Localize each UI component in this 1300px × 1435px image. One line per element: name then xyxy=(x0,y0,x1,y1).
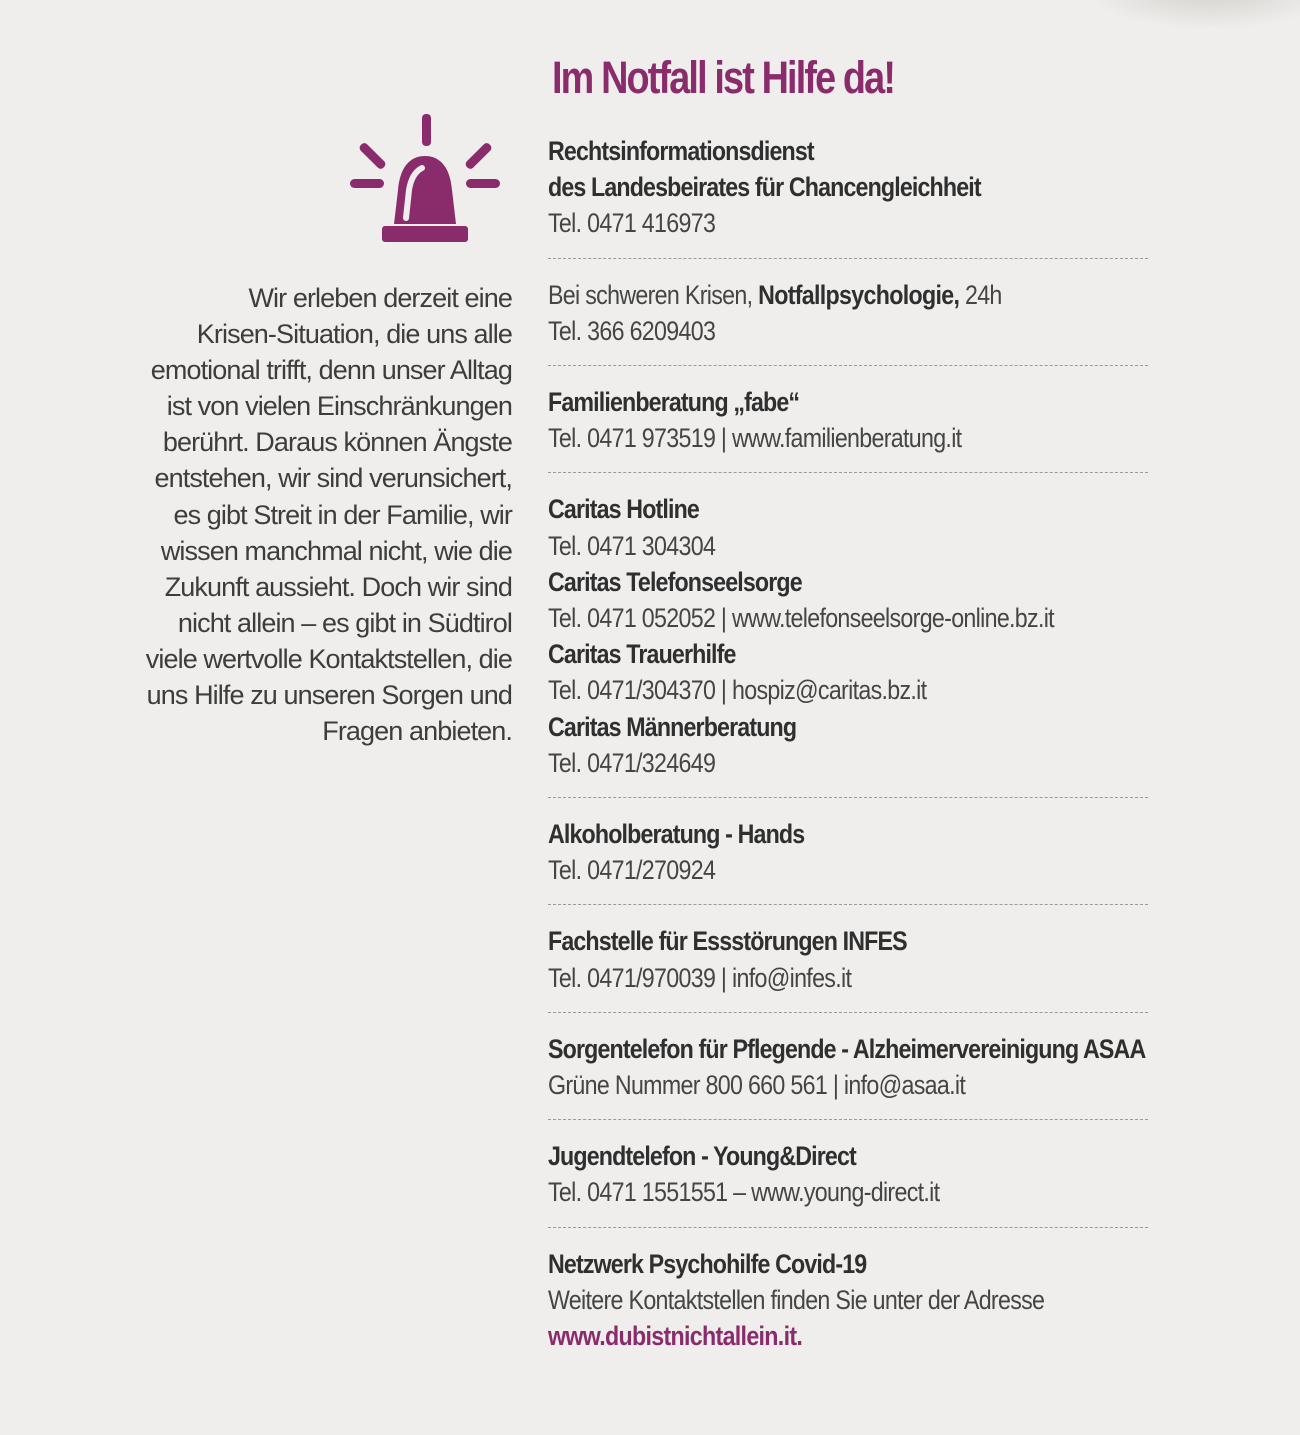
contact-phone-email[interactable]: Tel. 0471/304370 | hospiz@caritas.bz.it xyxy=(548,675,927,706)
contact-name: Fachstelle für Essstörungen INFES xyxy=(548,926,907,957)
intro-line: wissen manchmal nicht, wie die xyxy=(160,535,512,566)
contact-description-prefix: Bei schweren Krisen, xyxy=(548,279,759,310)
contact-name: Caritas Trauerhilfe xyxy=(548,639,736,670)
contact-block-emergency-psychology xyxy=(548,277,1148,366)
contact-name: Caritas Hotline xyxy=(548,494,699,525)
contact-block-hands xyxy=(548,816,1148,905)
contact-block-caritas xyxy=(548,491,1148,798)
contact-name: Sorgentelefon für Pflegende - Alzheimervereinigung ASAA xyxy=(548,1033,1146,1064)
intro-line: berührt. Daraus können Ängste xyxy=(162,427,512,458)
contact-name: Rechtsinformationsdienst xyxy=(548,136,814,166)
contact-block-infes xyxy=(548,923,1148,1012)
background-shadow xyxy=(1080,0,1300,30)
contact-name: Netzwerk Psychohilfe Covid-19 xyxy=(548,1248,867,1279)
intro-text xyxy=(120,280,512,749)
contact-list xyxy=(548,133,1148,1388)
intro-line: ist von vielen Einschränkungen xyxy=(166,391,512,422)
contact-phone-web[interactable]: Tel. 0471 052052 | www.telefonseelsorge-online.bz.it xyxy=(548,603,1054,634)
contact-block-fabe xyxy=(548,384,1148,473)
intro-line: viele wertvolle Kontaktstellen, die xyxy=(145,643,512,674)
contact-name: Notfallpsychologie, xyxy=(758,279,960,310)
intro-line: es gibt Streit in der Familie, wir xyxy=(173,499,512,530)
contact-phone-email[interactable]: Tel. 0471/970039 | info@infes.it xyxy=(548,962,852,993)
network-website-link[interactable]: www.dubistnichtallein.it. xyxy=(548,1321,803,1352)
contact-phone-web[interactable]: Tel. 0471 973519 | www.familienberatung.it xyxy=(548,423,962,454)
contact-name: Alkoholberatung - Hands xyxy=(548,819,805,850)
intro-line: entstehen, wir sind verunsichert, xyxy=(154,463,512,494)
contact-block-asaa xyxy=(548,1031,1148,1120)
contact-description: Weitere Kontaktstellen finden Sie unter der Adresse xyxy=(548,1284,1045,1315)
contact-name: Jugendtelefon - Young&Direct xyxy=(548,1141,856,1172)
contact-name: Caritas Männerberatung xyxy=(548,711,797,742)
contact-description xyxy=(548,277,1147,313)
contact-phone-email[interactable]: Grüne Nummer 800 660 561 | info@asaa.it xyxy=(548,1070,966,1101)
contact-phone: Tel. 0471/270924 xyxy=(548,855,716,886)
contact-block-network xyxy=(548,1246,1148,1371)
intro-line: nicht allein – es gibt in Südtirol xyxy=(177,607,512,638)
intro-line: Zukunft aussieht. Doch wir sind xyxy=(164,571,512,602)
siren-icon xyxy=(350,112,500,244)
contact-phone: Tel. 0471 416973 xyxy=(548,208,716,239)
contact-phone: Tel. 0471/324649 xyxy=(548,747,716,778)
contact-phone-web[interactable]: Tel. 0471 1551551 – www.young-direct.it xyxy=(548,1177,940,1208)
intro-line: Krisen-Situation, die uns alle xyxy=(196,319,512,350)
page-title: Im Notfall ist Hilfe da! xyxy=(552,52,895,103)
contact-description-suffix: 24h xyxy=(959,279,1002,310)
intro-line: Fragen anbieten. xyxy=(322,716,512,747)
contact-block-young-direct xyxy=(548,1138,1148,1227)
intro-line: emotional trifft, denn unser Alltag xyxy=(150,355,512,386)
intro-line: Wir erleben derzeit eine xyxy=(248,283,512,313)
contact-name: Caritas Telefonseelsorge xyxy=(548,566,802,597)
intro-line: uns Hilfe zu unseren Sorgen und xyxy=(146,680,512,711)
contact-phone: Tel. 366 6209403 xyxy=(548,315,716,346)
contact-name-cont: des Landesbeirates für Chancengleichheit xyxy=(548,172,981,203)
contact-name: Familienberatung „fabe“ xyxy=(548,387,800,418)
contact-block-legal-info xyxy=(548,133,1148,259)
contact-phone: Tel. 0471 304304 xyxy=(548,530,716,561)
